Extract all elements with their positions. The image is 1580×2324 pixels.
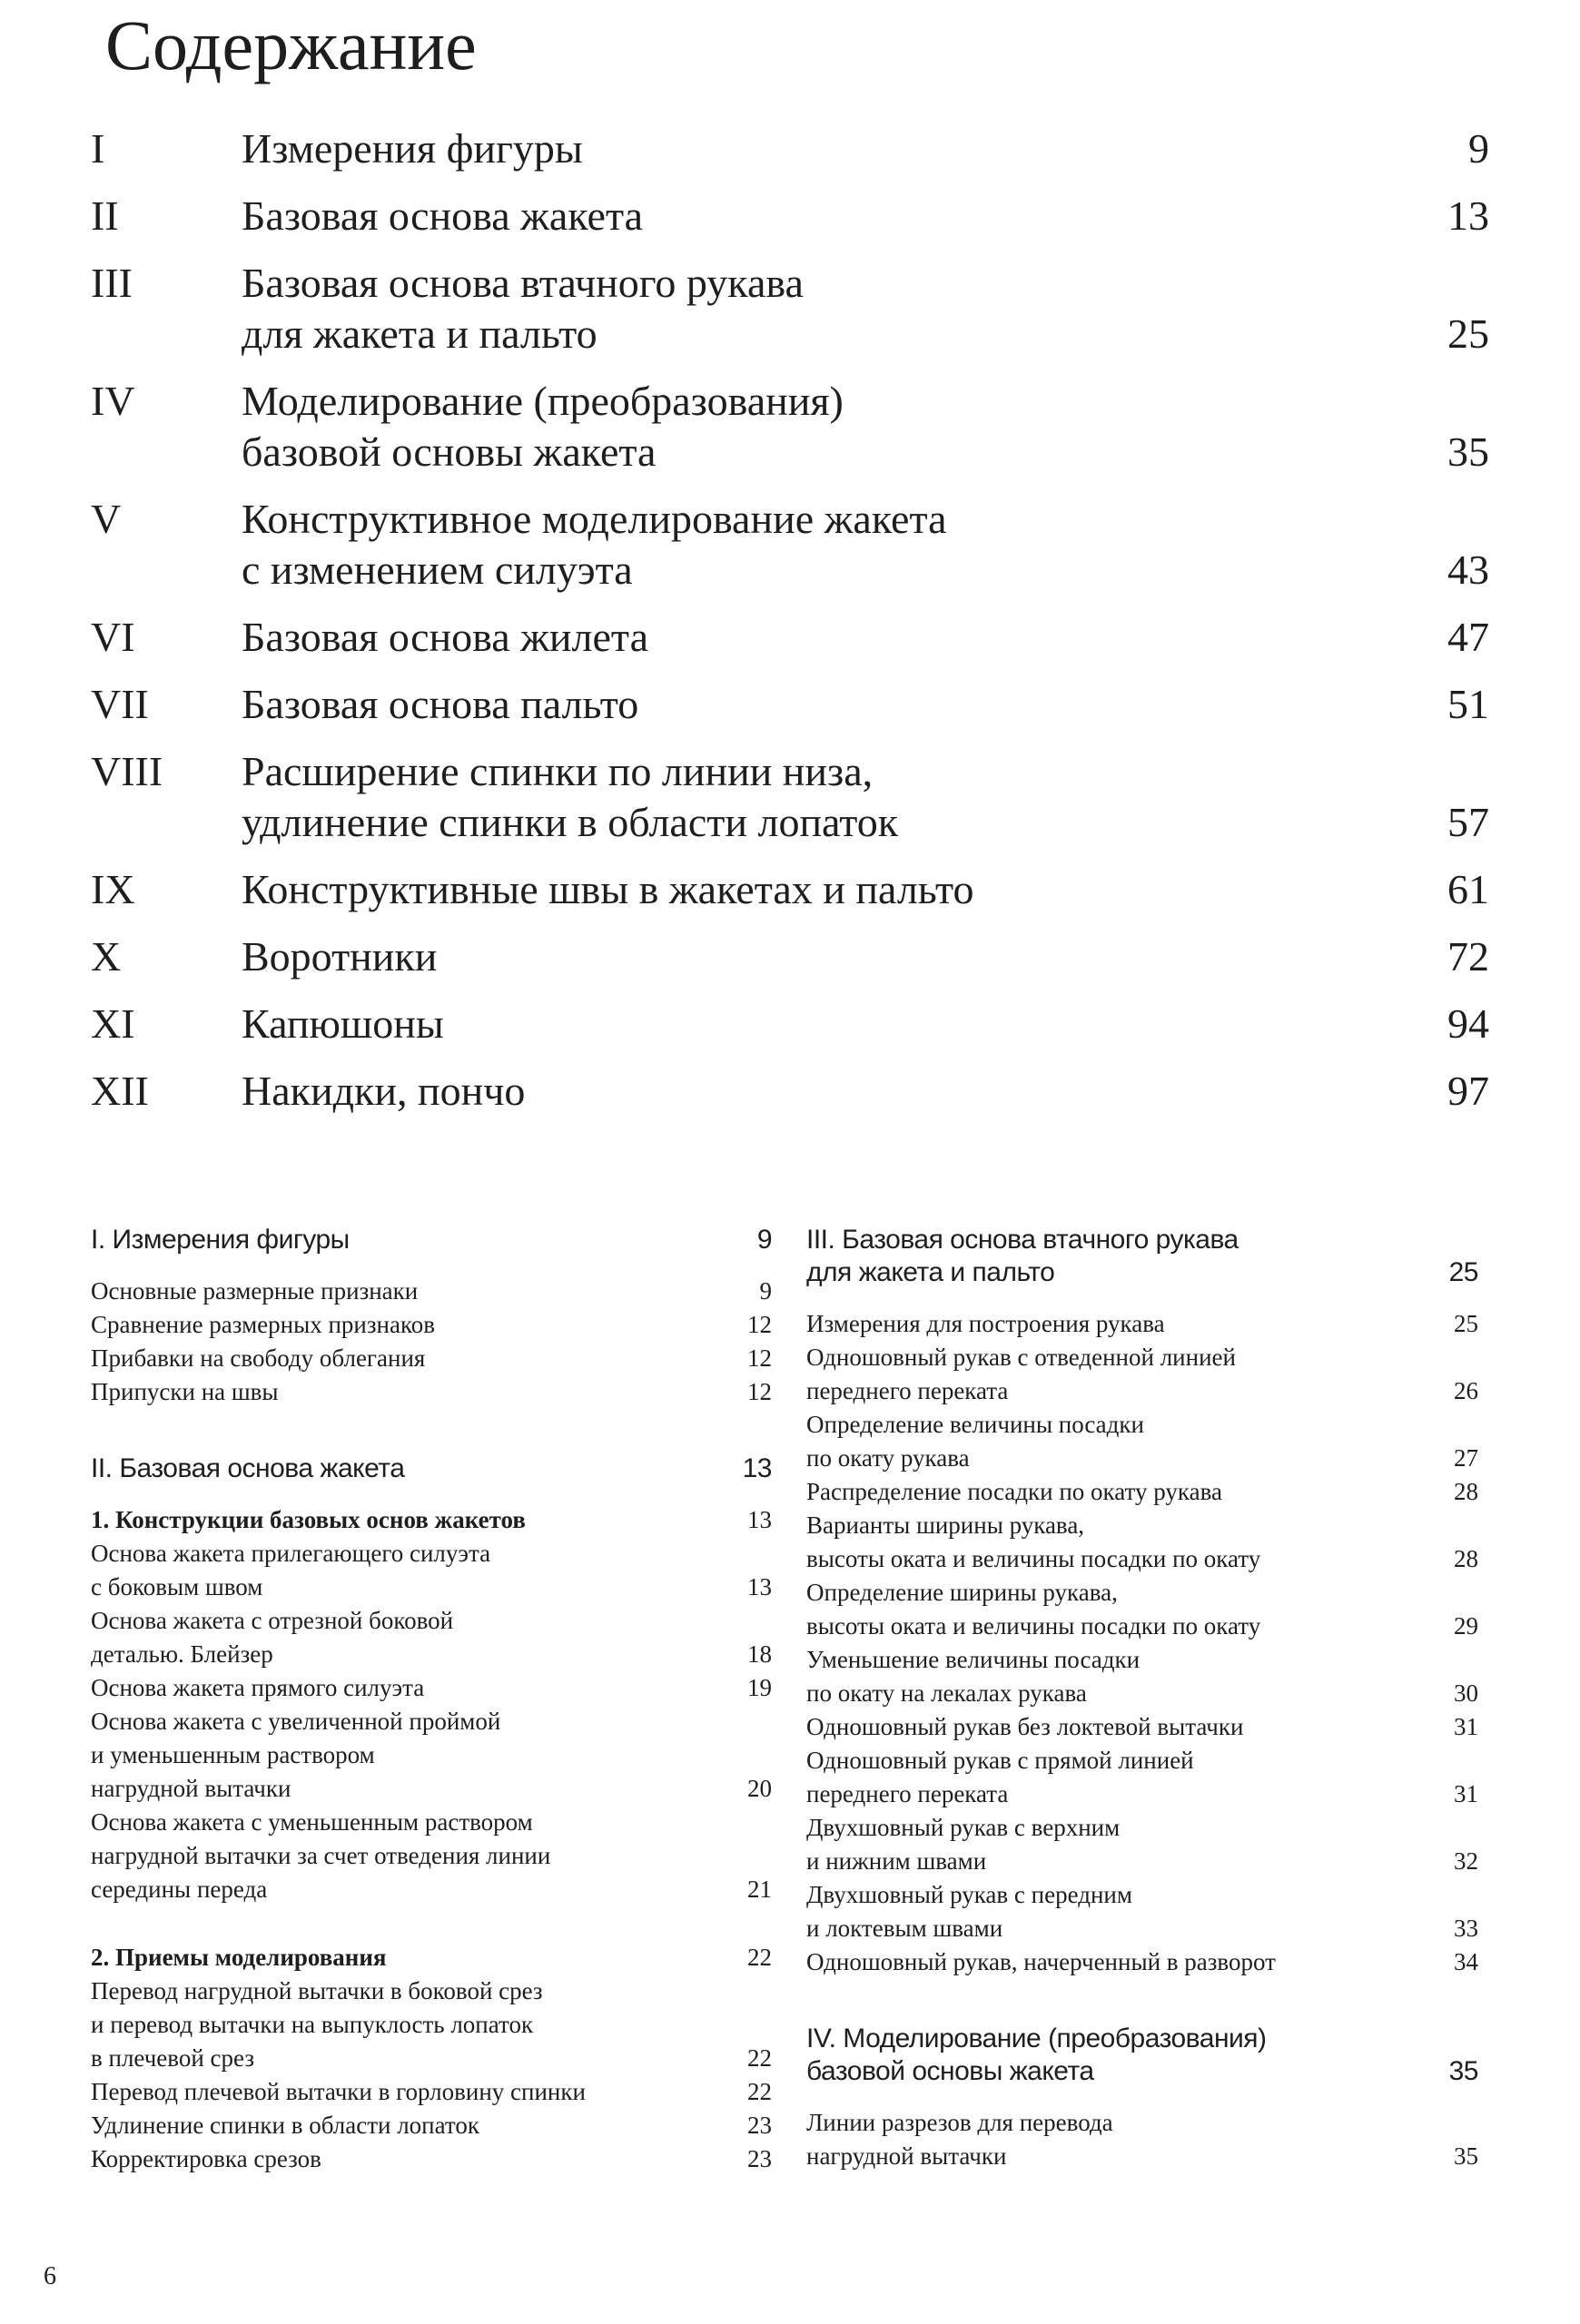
chapter-page: 61 — [1447, 866, 1489, 912]
chapter-page: 25 — [1447, 310, 1489, 357]
section-page: 13 — [742, 1453, 772, 1483]
entry-title: Двухшовный рукав с верхним и нижним швами — [806, 1814, 1121, 1875]
entry-page: 31 — [1454, 1780, 1478, 1807]
toc-entry — [91, 1671, 772, 1705]
chapter-title: Капюшоны — [242, 1000, 444, 1047]
entry-page: 28 — [1454, 1478, 1478, 1505]
subsection-page: 13 — [747, 1506, 772, 1533]
entry-page: 13 — [747, 1573, 772, 1600]
entry-title: Измерения для построения рукава — [806, 1310, 1165, 1337]
toc-entry — [91, 1537, 772, 1604]
chapter-number: II — [91, 192, 119, 239]
entry-title: Основа жакета прилегающего силуэта с боковым швом — [91, 1540, 491, 1600]
main-toc-row — [91, 191, 1489, 241]
main-toc-row — [91, 864, 1489, 915]
chapter-title: Воротники — [242, 933, 438, 980]
chapter-title: Базовая основа жилета — [242, 614, 648, 660]
toc-entry — [806, 1710, 1478, 1744]
toc-entry — [91, 1705, 772, 1806]
entry-page: 12 — [747, 1378, 772, 1405]
main-toc-row — [91, 258, 1489, 359]
chapter-number: IV — [91, 378, 135, 424]
entry-title: Линии разрезов для перевода нагрудной вытачки — [806, 2109, 1113, 2170]
toc-entry — [91, 1375, 772, 1409]
toc-entry — [806, 1475, 1478, 1509]
chapter-page: 57 — [1447, 799, 1489, 845]
chapter-number: I — [91, 125, 105, 172]
toc-entry — [806, 1341, 1478, 1408]
chapter-title: Расширение спинки по линии низа, удлинение спинки в области лопаток — [242, 748, 899, 845]
chapter-number: X — [91, 933, 122, 980]
entry-page: 12 — [747, 1344, 772, 1372]
chapter-page: 72 — [1447, 933, 1489, 980]
entry-page: 29 — [1454, 1612, 1478, 1640]
main-toc-row — [91, 679, 1489, 730]
chapter-title: Базовая основа жакета — [242, 192, 644, 239]
section-title: II. Базовая основа жакета — [91, 1453, 405, 1483]
entry-page: 23 — [747, 2112, 772, 2139]
chapter-number: VIII — [91, 748, 163, 794]
entry-page: 34 — [1454, 1948, 1478, 1975]
entry-page: 28 — [1454, 1545, 1478, 1572]
toc-entry — [806, 1307, 1478, 1341]
chapter-number: V — [91, 496, 122, 542]
main-toc-row — [91, 123, 1489, 174]
entry-title: Удлинение спинки в области лопаток — [91, 2112, 479, 2139]
entry-title: Двухшовный рукав с передним и локтевым швами — [806, 1881, 1132, 1942]
chapter-page: 13 — [1447, 192, 1489, 239]
entry-page: 31 — [1454, 1713, 1478, 1740]
section-3 — [806, 1224, 1478, 1979]
page-title: Содержание — [105, 5, 477, 84]
chapter-title: Накидки, пончо — [242, 1068, 526, 1114]
chapter-title: Базовая основа втачного рукава для жакета и пальто — [242, 260, 804, 357]
entry-page: 33 — [1454, 1915, 1478, 1942]
page-number: 6 — [44, 2262, 56, 2290]
main-toc-row — [91, 1066, 1489, 1117]
section-4 — [806, 2023, 1478, 2173]
section-page: 35 — [1448, 2056, 1478, 2086]
entry-title: Уменьшение величины посадки по окату на лекалах рукава — [806, 1646, 1141, 1707]
main-toc-row — [91, 494, 1489, 596]
entry-title: Корректировка срезов — [91, 2145, 321, 2172]
main-toc-row — [91, 746, 1489, 848]
entry-title: Перевод плечевой вытачки в горловину спинки — [91, 2078, 586, 2105]
main-toc-row — [91, 931, 1489, 982]
entry-page: 26 — [1454, 1377, 1478, 1404]
entry-title: Одношовный рукав с отведенной линией переднего переката — [806, 1344, 1236, 1404]
chapter-title: Измерения фигуры — [242, 125, 583, 172]
entry-page: 23 — [747, 2145, 772, 2172]
chapter-number: XII — [91, 1068, 149, 1114]
chapter-number: VI — [91, 614, 135, 660]
toc-entry — [806, 1408, 1478, 1475]
section-1 — [91, 1224, 772, 1409]
entry-title: Перевод нагрудной вытачки в боковой срез и перевод вытачки на выпуклость лопаток в плечевой срез — [91, 1977, 543, 2072]
chapter-page: 47 — [1447, 614, 1489, 660]
toc-entry — [806, 2106, 1478, 2173]
entry-page: 25 — [1454, 1310, 1478, 1337]
section-2 — [91, 1452, 772, 2176]
main-toc-row — [91, 376, 1489, 478]
chapter-title: Конструктивное моделирование жакета с изменением силуэта — [242, 496, 947, 593]
chapter-page: 51 — [1447, 681, 1489, 727]
entry-title: Основные размерные признаки — [91, 1277, 419, 1305]
entry-page: 22 — [747, 2078, 772, 2105]
section-heading — [91, 1224, 772, 1256]
chapter-page: 43 — [1447, 547, 1489, 593]
toc-entry — [91, 1974, 772, 2075]
main-toc — [91, 123, 1489, 1133]
entry-title: Одношовный рукав без локтевой вытачки — [806, 1713, 1244, 1740]
chapter-number: VII — [91, 681, 149, 727]
subsection-heading — [91, 1503, 772, 1537]
toc-entry — [91, 2075, 772, 2109]
subsection-title: 2. Приемы моделирования — [91, 1944, 387, 1971]
chapter-title: Базовая основа пальто — [242, 681, 639, 727]
entry-page: 22 — [747, 2044, 772, 2072]
detailed-toc-left-column — [91, 1224, 772, 2185]
toc-entry — [91, 2109, 772, 2142]
toc-entry — [91, 1275, 772, 1308]
section-page: 9 — [756, 1225, 772, 1255]
chapter-title: Конструктивные швы в жакетах и пальто — [242, 866, 974, 912]
entry-title: Определение ширины рукава, высоты оката и величины посадки по окату — [806, 1579, 1261, 1640]
entry-title: Основа жакета с отрезной боковой деталью. Блейзер — [91, 1607, 454, 1668]
chapter-title: Моделирование (преобразования) базовой основы жакета — [242, 378, 844, 475]
subsection-heading — [91, 1941, 772, 1974]
toc-entry — [806, 1643, 1478, 1710]
entry-title: Варианты ширины рукава, высоты оката и величины посадки по окату — [806, 1512, 1261, 1572]
main-toc-row — [91, 999, 1489, 1049]
section-heading — [806, 2023, 1478, 2088]
subsection-title: 1. Конструкции базовых основ жакетов — [91, 1506, 526, 1533]
entry-title: Припуски на швы — [91, 1378, 279, 1405]
toc-entry — [806, 1744, 1478, 1811]
entry-page: 19 — [747, 1674, 772, 1701]
chapter-number: XI — [91, 1000, 135, 1047]
section-title: I. Измерения фигуры — [91, 1225, 350, 1255]
chapter-number: III — [91, 260, 133, 306]
toc-entry — [806, 1945, 1478, 1979]
entry-page: 21 — [747, 1876, 772, 1903]
entry-page: 18 — [747, 1640, 772, 1668]
entry-page: 20 — [747, 1775, 772, 1802]
chapter-page: 35 — [1447, 428, 1489, 475]
section-title: III. Базовая основа втачного рукава для жакета и пальто — [806, 1225, 1239, 1287]
toc-entry — [806, 1576, 1478, 1643]
entry-title: Прибавки на свободу облегания — [91, 1344, 426, 1372]
toc-entry — [91, 1308, 772, 1342]
entry-title: Основа жакета с уменьшенным раствором нагрудной вытачки за счет отведения линии середины переда — [91, 1808, 551, 1903]
entry-page: 12 — [747, 1311, 772, 1338]
detailed-toc-right-column — [806, 1224, 1478, 2182]
entry-title: Распределение посадки по окату рукава — [806, 1478, 1222, 1505]
entry-title: Определение величины посадки по окату рукава — [806, 1411, 1144, 1472]
section-title: IV. Моделирование (преобразования) базовой основы жакета — [806, 2024, 1267, 2086]
entry-title: Основа жакета прямого силуэта — [91, 1674, 425, 1701]
section-page: 25 — [1448, 1257, 1478, 1287]
chapter-number: IX — [91, 866, 135, 912]
entry-title: Основа жакета с увеличенной проймой и уменьшенным раствором нагрудной вытачки — [91, 1708, 501, 1802]
section-heading — [91, 1452, 772, 1485]
entry-page: 35 — [1454, 2142, 1478, 2170]
toc-entry — [91, 1342, 772, 1375]
entry-page: 32 — [1454, 1847, 1478, 1875]
entry-title: Сравнение размерных признаков — [91, 1311, 435, 1338]
main-toc-row — [91, 612, 1489, 663]
toc-entry — [91, 1806, 772, 1906]
toc-entry — [806, 1509, 1478, 1576]
toc-entry — [806, 1811, 1478, 1878]
subsection-page: 22 — [747, 1944, 772, 1971]
entry-title: Одношовный рукав с прямой линией переднего переката — [806, 1747, 1194, 1807]
chapter-page: 94 — [1447, 1000, 1489, 1047]
entry-page: 30 — [1454, 1679, 1478, 1707]
entry-title: Одношовный рукав, начерченный в разворот — [806, 1948, 1276, 1975]
chapter-page: 97 — [1447, 1068, 1489, 1114]
chapter-page: 9 — [1468, 125, 1489, 172]
entry-page: 9 — [759, 1277, 772, 1305]
section-heading — [806, 1224, 1478, 1289]
toc-entry — [91, 1604, 772, 1671]
entry-page: 27 — [1454, 1444, 1478, 1472]
toc-entry — [91, 2142, 772, 2176]
toc-entry — [806, 1878, 1478, 1945]
